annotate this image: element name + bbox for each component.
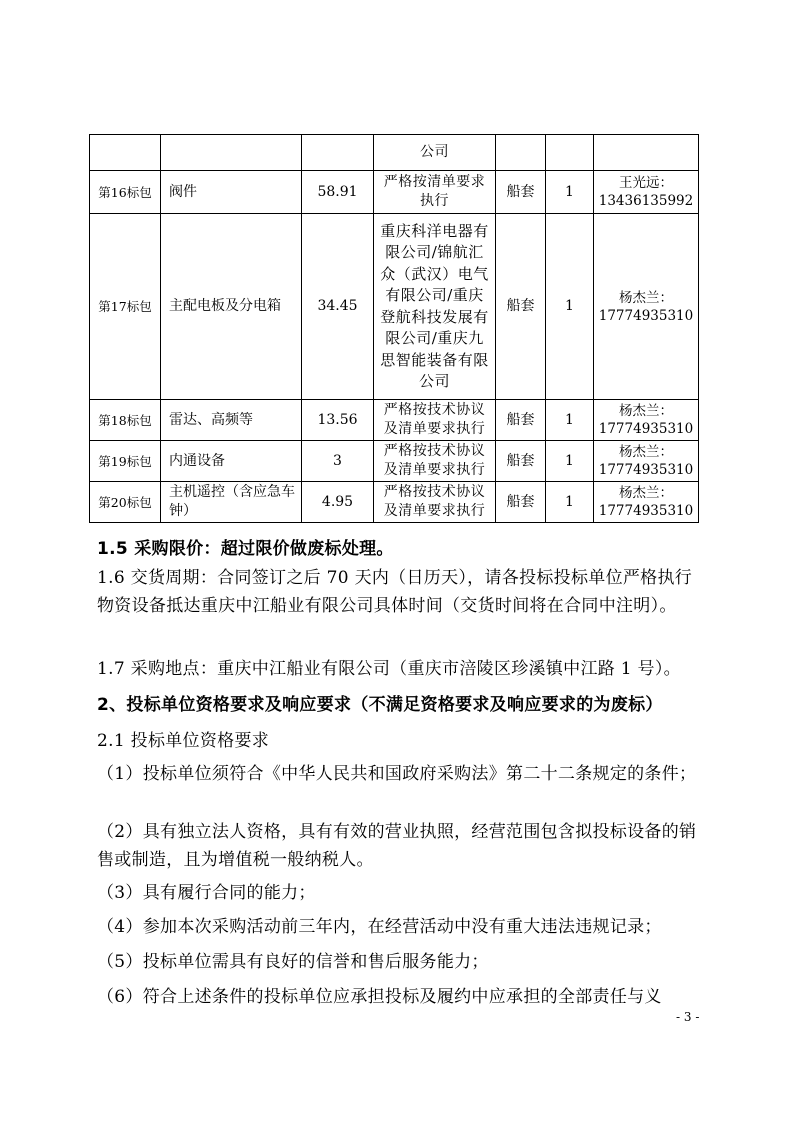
contact-cell	[594, 135, 699, 171]
quantity-cell: 1	[546, 214, 594, 400]
item-name-cell: 雷达、高频等	[161, 400, 302, 441]
item-name-cell: 主机遥控（含应急车钟）	[161, 482, 302, 523]
clause-6: （6）符合上述条件的投标单位应承担投标及履约中应承担的全部责任与义	[97, 987, 662, 1007]
clause-5: （5）投标单位需具有良好的信誉和售后服务能力；	[97, 952, 489, 972]
unit-cell	[496, 135, 546, 171]
clause-3: （3）具有履行合同的能力；	[97, 883, 316, 903]
table-row	[90, 441, 699, 482]
unit-cell: 船套	[496, 400, 546, 441]
section-1-6-delivery-period: 1.6 交货周期：合同签订之后 70 天内（日历天），请各投标投标单位严格执行物资设备抵达重庆中江船业有限公司具体时间（交货时间将在合同中注明）。	[97, 568, 693, 616]
section-2-heading: 2、投标单位资格要求及响应要求（不满足资格要求及响应要求的为废标）	[97, 695, 663, 715]
price-cell	[302, 135, 374, 171]
clause-1: （1）投标单位须符合《中华人民共和国政府采购法》第二十二条规定的条件；	[97, 764, 697, 784]
unit-cell: 船套	[496, 171, 546, 214]
unit-cell: 船套	[496, 482, 546, 523]
lot-cell: 第17标包	[90, 214, 161, 400]
item-name-cell: 内通设备	[161, 441, 302, 482]
contact-cell	[594, 441, 699, 482]
contact-name: 杨杰兰：	[619, 289, 673, 306]
lot-cell: 第19标包	[90, 441, 161, 482]
price-cell: 3	[302, 441, 374, 482]
page-number: - 3 -	[676, 1010, 700, 1024]
section-2-1-heading: 2.1 投标单位资格要求	[97, 731, 270, 751]
item-name-cell: 主配电板及分电箱	[161, 214, 302, 400]
quantity-cell: 1	[546, 482, 594, 523]
table-row	[90, 214, 699, 400]
section-1-5-price-limit: 1.5 采购限价：超过限价做废标处理。	[97, 539, 394, 559]
contact-phone: 17774935310	[598, 307, 694, 324]
contact-name: 杨杰兰：	[619, 403, 673, 419]
contact-name: 杨杰兰：	[619, 444, 673, 460]
requirement-cell: 严格按清单要求执行	[374, 171, 496, 214]
price-cell: 13.56	[302, 400, 374, 441]
contact-phone: 17774935310	[598, 462, 694, 478]
clause-2: （2）具有独立法人资格，具有有效的营业执照，经营范围包含拟投标设备的销售或制造，且为增值税一般纳税人。	[97, 822, 697, 870]
lot-cell	[90, 135, 161, 171]
requirement-cell: 公司	[374, 135, 496, 171]
contact-cell	[594, 400, 699, 441]
table-row	[90, 171, 699, 214]
price-cell: 34.45	[302, 214, 374, 400]
bid-lot-table	[89, 134, 699, 523]
clause-4: （4）参加本次采购活动前三年内，在经营活动中没有重大违法违规记录；	[97, 917, 662, 937]
price-cell: 58.91	[302, 171, 374, 214]
contact-cell	[594, 171, 699, 214]
section-1-7-procurement-location: 1.7 采购地点：重庆中江船业有限公司（重庆市涪陵区珍溪镇中江路 1 号）。	[97, 659, 681, 679]
contact-cell	[594, 214, 699, 400]
requirement-cell: 严格按技术协议及清单要求执行	[374, 400, 496, 441]
requirement-cell: 严格按技术协议及清单要求执行	[374, 482, 496, 523]
table-row	[90, 400, 699, 441]
quantity-cell	[546, 135, 594, 171]
contact-phone: 17774935310	[598, 503, 694, 519]
contact-phone: 17774935310	[598, 421, 694, 437]
item-name-cell	[161, 135, 302, 171]
quantity-cell: 1	[546, 171, 594, 214]
quantity-cell: 1	[546, 400, 594, 441]
requirement-cell: 重庆科洋电器有限公司/锦航汇众（武汉）电气有限公司/重庆登航科技发展有限公司/重庆九思智能装备有限公司	[374, 214, 496, 400]
quantity-cell: 1	[546, 441, 594, 482]
requirement-cell: 严格按技术协议及清单要求执行	[374, 441, 496, 482]
unit-cell: 船套	[496, 441, 546, 482]
lot-cell: 第16标包	[90, 171, 161, 214]
unit-cell: 船套	[496, 214, 546, 400]
contact-cell	[594, 482, 699, 523]
table-row	[90, 482, 699, 523]
contact-name: 王光远：	[619, 175, 673, 191]
table-row	[90, 135, 699, 171]
lot-cell: 第20标包	[90, 482, 161, 523]
lot-cell: 第18标包	[90, 400, 161, 441]
item-name-cell: 阀件	[161, 171, 302, 214]
contact-phone: 13436135992	[598, 193, 694, 209]
contact-name: 杨杰兰：	[619, 485, 673, 501]
price-cell: 4.95	[302, 482, 374, 523]
